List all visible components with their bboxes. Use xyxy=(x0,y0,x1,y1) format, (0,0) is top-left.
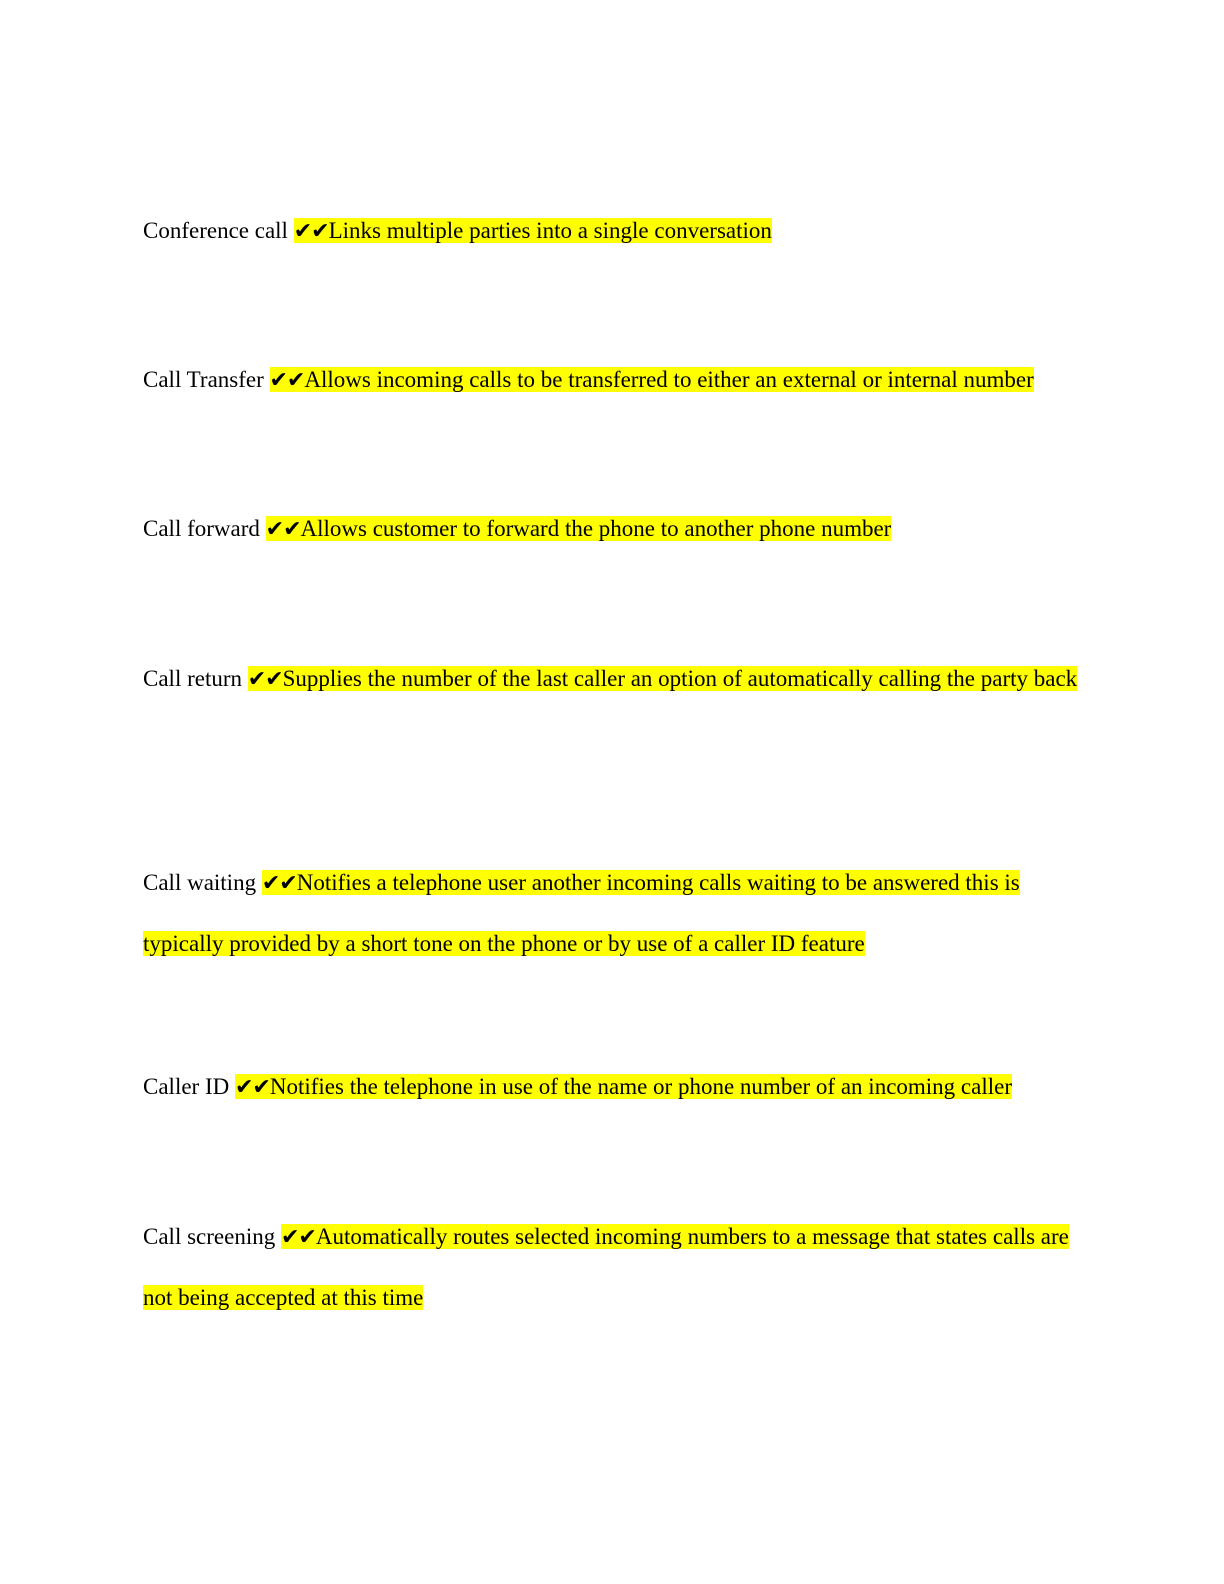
entry-term: Conference call xyxy=(143,218,288,243)
entry-term: Call return xyxy=(143,666,242,691)
entry-call-transfer xyxy=(143,350,1083,411)
entry-call-waiting xyxy=(143,853,1083,974)
entry-highlight xyxy=(266,516,892,541)
entry-call-return xyxy=(143,649,1083,710)
entry-highlight xyxy=(248,666,1077,691)
entry-highlight xyxy=(143,1224,1069,1310)
entry-definition: Allows customer to forward the phone to another phone number xyxy=(300,516,892,541)
entry-definition: Notifies a telephone user another incoming calls waiting to be answered this is typically provided by a short tone on the phone or by use of a caller ID feature xyxy=(143,870,1020,956)
entry-highlight xyxy=(143,870,1020,956)
entry-term: Call screening xyxy=(143,1224,276,1249)
double-check-icon: ✔✔ xyxy=(261,871,297,896)
entry-highlight xyxy=(270,367,1034,392)
double-check-icon: ✔✔ xyxy=(293,219,329,244)
double-check-icon: ✔✔ xyxy=(234,1075,270,1100)
double-check-icon: ✔✔ xyxy=(280,1225,316,1250)
entry-term: Caller ID xyxy=(143,1074,230,1099)
entry-definition: Links multiple parties into a single conversation xyxy=(328,218,772,243)
entry-definition: Automatically routes selected incoming numbers to a message that states calls are not being accepted at this time xyxy=(143,1224,1069,1310)
entry-definition: Supplies the number of the last caller an option of automatically calling the party back xyxy=(282,666,1078,691)
entry-highlight xyxy=(294,218,772,243)
entry-highlight xyxy=(235,1074,1012,1099)
entry-call-screening xyxy=(143,1207,1083,1328)
entry-definition: Notifies the telephone in use of the name or phone number of an incoming caller xyxy=(269,1074,1012,1099)
double-check-icon: ✔✔ xyxy=(247,667,283,692)
double-check-icon: ✔✔ xyxy=(265,517,301,542)
entry-conference-call xyxy=(143,201,1083,262)
entry-term: Call Transfer xyxy=(143,367,264,392)
entry-term: Call waiting xyxy=(143,870,257,895)
entry-term: Call forward xyxy=(143,516,260,541)
entry-caller-id xyxy=(143,1057,1083,1118)
entry-call-forward xyxy=(143,499,1083,560)
entry-definition: Allows incoming calls to be transferred to either an external or internal number xyxy=(304,367,1034,392)
double-check-icon: ✔✔ xyxy=(269,368,305,393)
